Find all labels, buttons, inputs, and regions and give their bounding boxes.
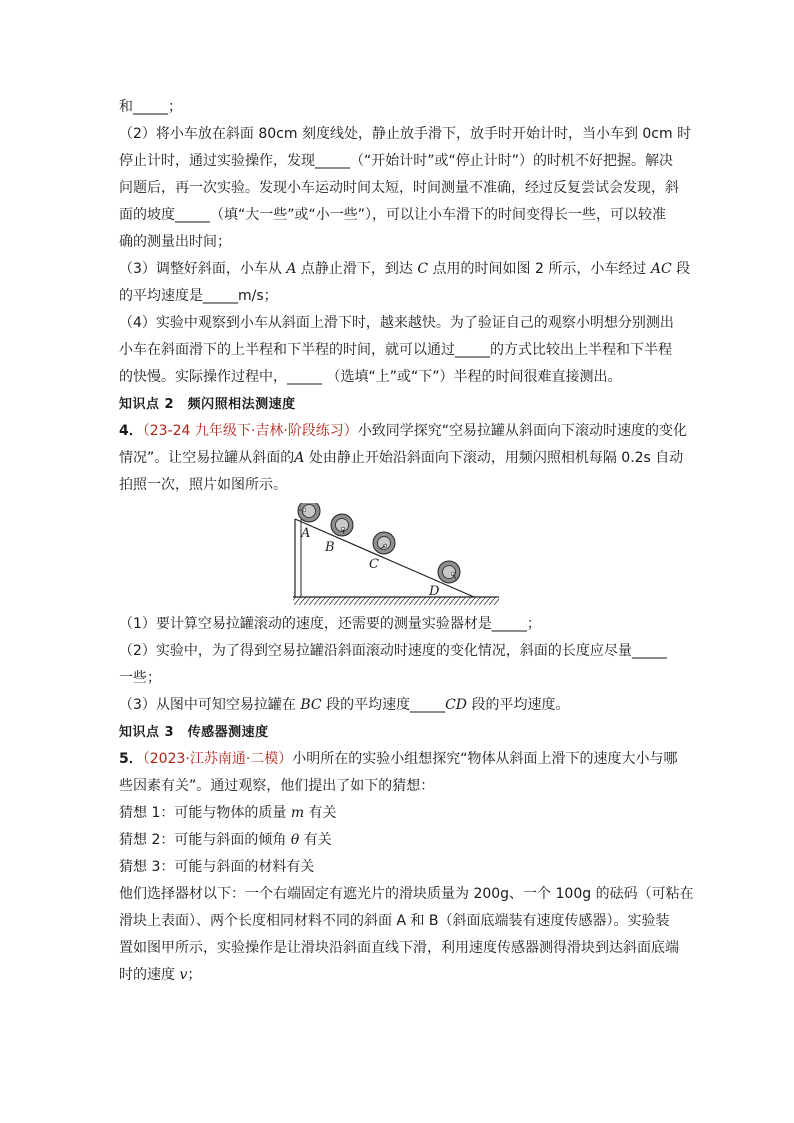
math-var: AC xyxy=(650,261,672,277)
text-run: 时的速度 xyxy=(119,967,180,983)
text-line: 的快慢。实际操作过程中，_____ （选填“上”或“下”）半程的时间很难直接测出。 xyxy=(119,369,622,385)
text-line: （2）实验中，为了得到空易拉罐沿斜面滚动时速度的变化情况，斜面的长度应尽量_____ xyxy=(119,643,667,659)
math-var: v xyxy=(179,967,188,983)
text-run: 猜想 1：可能与物体的质量 xyxy=(119,805,291,821)
math-var: m xyxy=(290,805,305,821)
incline-diagram xyxy=(289,503,509,611)
math-var: A xyxy=(294,450,305,466)
text-run: 小致同学探究“空易拉罐从斜面向下滚动时速度的变化 xyxy=(357,423,688,439)
question-source: （23-24 九年级下·吉林·阶段练习） xyxy=(142,423,358,439)
text-line: 置如图甲所示，实验操作是让滑块沿斜面直线下滑，利用速度传感器测得滑块到达斜面底端 xyxy=(119,940,679,956)
text-line: 一些； xyxy=(119,670,161,686)
text-line xyxy=(119,692,679,719)
text-run: 有关 xyxy=(304,805,337,821)
text-run: ； xyxy=(187,967,202,983)
question-line xyxy=(119,746,679,773)
text-run: 猜想 2：可能与斜面的倾角 xyxy=(119,832,291,848)
text-line xyxy=(119,962,679,989)
hypothesis-line xyxy=(119,827,679,854)
text-line: 拍照一次，照片如图所示。 xyxy=(119,477,287,493)
text-line: 确的测量出时间； xyxy=(119,234,231,250)
label-A: A xyxy=(301,526,311,541)
question-number: 4． xyxy=(119,423,143,439)
section-heading: 知识点 2 频闪照相法测速度 xyxy=(119,397,296,412)
text-line: 面的坡度_____（填“大一些”或“小一些”），可以让小车滑下的时间变得长一些，可以较准 xyxy=(119,207,667,223)
text-line xyxy=(119,445,684,472)
text-run: （3）调整好斜面，小车从 xyxy=(119,261,287,277)
text-line: （1）要计算空易拉罐滚动的速度，还需要的测量实验器材是_____； xyxy=(119,616,541,632)
text-run: 小明所在的实验小组想探究“物体从斜面上滑下的速度大小与哪 xyxy=(292,751,678,767)
math-var: BC xyxy=(300,697,322,713)
text-run: 段的平均速度。 xyxy=(467,697,570,713)
label-D: D xyxy=(429,584,440,599)
ground-hatch xyxy=(293,597,499,605)
text-line: 滑块上表面）、两个长度相同材料不同的斜面 A 和 B（斜面底端装有速度传感器）。实验装 xyxy=(119,913,670,929)
text-run: 情况”。让空易拉罐从斜面的 xyxy=(119,450,295,466)
page-content xyxy=(119,94,694,989)
can-B xyxy=(331,514,353,536)
text-line: 他们选择器材以下：一个右端固定有遮光片的滑块质量为 200g、一个 100g 的砝码（可粘在 xyxy=(119,886,694,902)
text-run: 点用的时间如图 2 所示，小车经过 xyxy=(428,261,651,277)
question-line xyxy=(119,418,688,445)
text-run: 有关 xyxy=(299,832,332,848)
text-run: 点静止滑下，到达 xyxy=(296,261,418,277)
text-run: 处由静止开始沿斜面向下滚动，用频闪照相机每隔 0.2s 自动 xyxy=(304,450,684,466)
text-line: （2）将小车放在斜面 80cm 刻度线处，静止放手滑下，放手时开始计时，当小车到 0cm 时 xyxy=(119,126,692,142)
math-var: C xyxy=(417,261,429,277)
text-run: 段 xyxy=(671,261,691,277)
hypothesis-line xyxy=(119,800,679,827)
hypothesis-line: 猜想 3：可能与斜面的材料有关 xyxy=(119,859,315,875)
label-B: B xyxy=(325,540,335,555)
question-source: （2023·江苏南通·二模） xyxy=(142,751,293,767)
text-run: （3）从图中可知空易拉罐在 xyxy=(119,697,301,713)
text-line: 小车在斜面滑下的上半程和下半程的时间，就可以通过_____的方式比较出上半程和下半程 xyxy=(119,342,672,358)
text-line xyxy=(119,256,691,283)
math-var: A xyxy=(286,261,297,277)
can-C xyxy=(373,532,395,554)
text-line: 问题后，再一次实验。发现小车运动时间太短，时间测量不准确，经过反复尝试会发现，斜 xyxy=(119,180,679,196)
label-C: C xyxy=(369,557,379,572)
text-line: 和_____； xyxy=(119,99,182,115)
can-D xyxy=(438,561,460,583)
text-line: 些因素有关”。通过观察，他们提出了如下的猜想： xyxy=(119,778,435,794)
incline-slope xyxy=(295,519,474,597)
question-number: 5． xyxy=(119,751,143,767)
text-run: 段的平均速度_____ xyxy=(321,697,446,713)
text-line: 的平均速度是_____m/s； xyxy=(119,288,278,304)
math-var: CD xyxy=(445,697,468,713)
text-line: （4）实验中观察到小车从斜面上滑下时，越来越快。为了验证自己的观察小明想分别测出 xyxy=(119,315,674,331)
section-heading: 知识点 3 传感器测速度 xyxy=(119,725,269,740)
math-var: θ xyxy=(290,832,300,848)
incline-figure xyxy=(119,503,679,611)
text-line: 停止计时，通过实验操作，发现_____（“开始计时”或“停止计时”）的时机不好把握。解决 xyxy=(119,153,674,169)
can-A xyxy=(298,503,320,522)
